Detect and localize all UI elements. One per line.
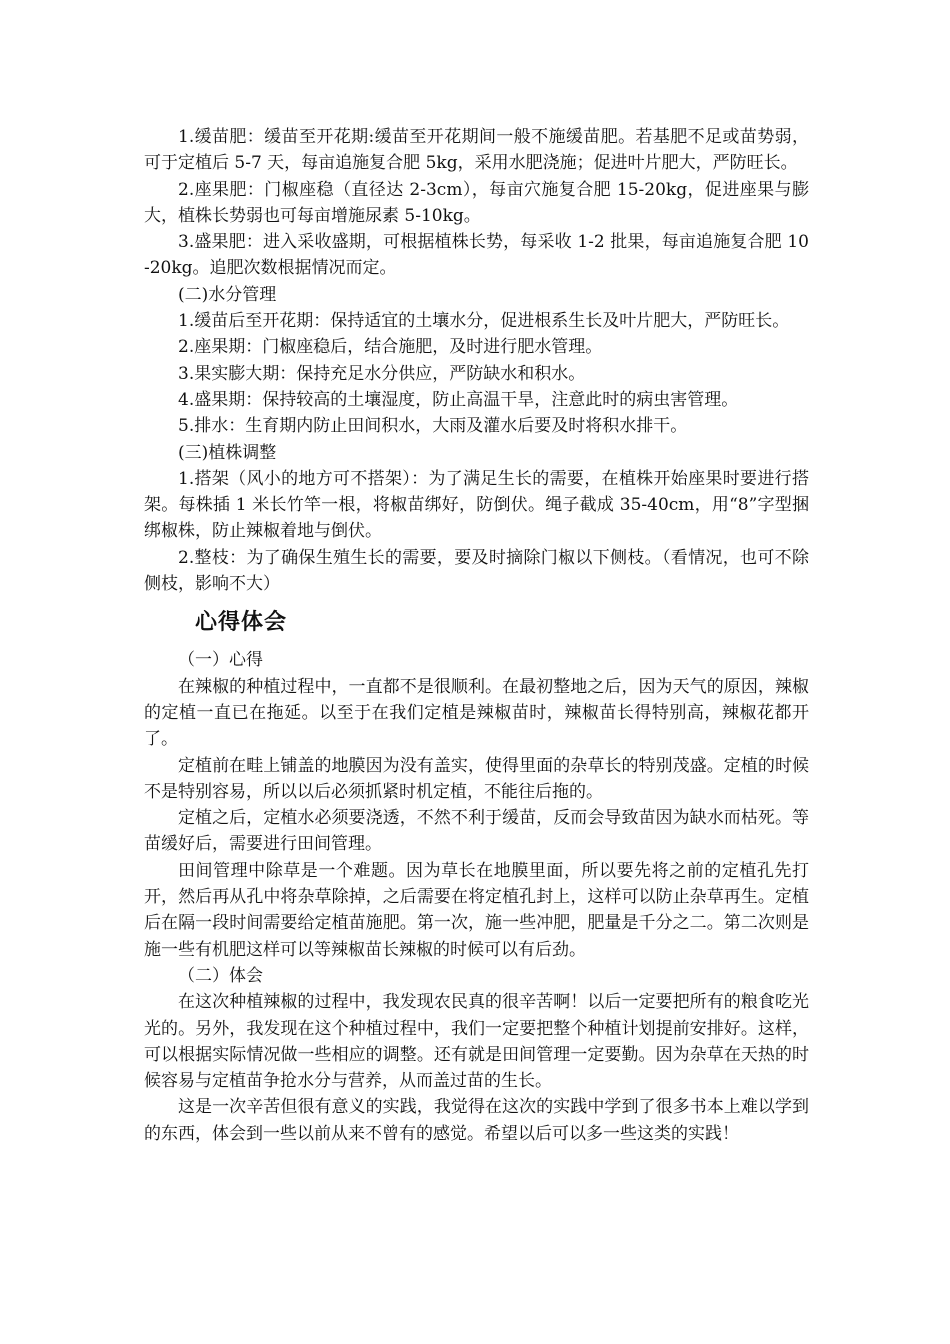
water-item-seedling: 1.缓苗后至开花期：保持适宜的土壤水分，促进根系生长及叶片肥大，严防旺长。 bbox=[178, 311, 790, 332]
reflection-part2-paragraph: 这是一次辛苦但很有意义的实践，我觉得在这次的实践中学到了很多书本上难以学到的东西，体会到一些以前从来不曾有的感觉。希望以后可以多一些这类的实践！ bbox=[144, 1097, 809, 1144]
reflection-part2-title: （二）体会 bbox=[178, 965, 263, 986]
plant-item-staking: 1.搭架（风小的地方可不搭架）：为了满足生长的需要，在植株开始座果时要进行搭架。每株插 1 米长竹竿一根，将椒苗绑好，防倒伏。绳子截成 35-40cm，用“8”字型捆绑椒株，防止辣椒着地与倒伏。 bbox=[144, 468, 809, 542]
fertilizer-item-peak-fruit: 3.盛果肥：进入采收盛期，可根据植株长势，每采收 1-2 批果，每亩追施复合肥 10-20kg。追肥次数根据情况而定。 bbox=[144, 232, 809, 279]
reflection-part2-paragraph: 在这次种植辣椒的过程中，我发现农民真的很辛苦啊！以后一定要把所有的粮食吃光光的。另外，我发现在这个种植过程中，我们一定要把整个种植计划提前安排好。这样，可以根据实际情况做一些相应的调整。还有就是田间管理一定要勤。因为杂草在天热的时候容易与定植苗争抢水分与营养，从而盖过苗的生长。 bbox=[144, 992, 809, 1092]
section-title-plant-adjustment: (三)植株调整 bbox=[178, 442, 277, 463]
water-item-peak-fruit: 4.盛果期：保持较高的土壤湿度，防止高温干旱，注意此时的病虫害管理。 bbox=[178, 389, 739, 410]
reflection-part1-title: （一）心得 bbox=[178, 650, 263, 671]
water-item-fruit-setting: 2.座果期：门椒座稳后，结合施肥，及时进行肥水管理。 bbox=[178, 337, 603, 358]
section-title-water-management: (二)水分管理 bbox=[178, 284, 277, 305]
water-item-drainage: 5.排水：生育期内防止田间积水，大雨及灌水后要及时将积水排干。 bbox=[178, 416, 688, 437]
reflection-heading: 心得体会 bbox=[195, 610, 288, 636]
fertilizer-item-fruit-setting: 2.座果肥：门椒座稳（直径达 2-3cm），每亩穴施复合肥 15-20kg，促进座果与膨大，植株长势弱也可每亩增施尿素 5-10kg。 bbox=[144, 179, 809, 226]
document-body bbox=[144, 124, 809, 1147]
fertilizer-item-seedling: 1.缓苗肥：缓苗至开花期:缓苗至开花期间一般不施缓苗肥。若基肥不足或苗势弱，可于定植后 5-7 天，每亩追施复合肥 5kg，采用水肥浇施；促进叶片肥大，严防旺长。 bbox=[144, 127, 809, 174]
reflection-part1-paragraph: 定植之后，定植水必须要浇透，不然不利于缓苗，反而会导致苗因为缺水而枯死。等苗缓好后，需要进行田间管理。 bbox=[144, 808, 809, 855]
reflection-part1-paragraph: 田间管理中除草是一个难题。因为草长在地膜里面，所以要先将之前的定植孔先打开，然后再从孔中将杂草除掉，之后需要在将定植孔封上，这样可以防止杂草再生。定植后在隔一段时间需要给定植苗施肥。第一次，施一些冲肥，肥量是千分之二。第二次则是施一些有机肥这样可以等辣椒苗长辣椒的时候可以有后劲。 bbox=[144, 860, 809, 960]
reflection-part1-paragraph: 定植前在畦上铺盖的地膜因为没有盖实，使得里面的杂草长的特别茂盛。定植的时候不是特别容易，所以以后必须抓紧时机定植，不能往后拖的。 bbox=[144, 755, 809, 802]
water-item-fruit-expansion: 3.果实膨大期：保持充足水分供应，严防缺水和积水。 bbox=[178, 363, 586, 384]
reflection-part1-paragraph: 在辣椒的种植过程中，一直都不是很顺利。在最初整地之后，因为天气的原因，辣椒的定植一直已在拖延。以至于在我们定植是辣椒苗时，辣椒苗长得特别高，辣椒花都开了。 bbox=[144, 676, 809, 750]
plant-item-pruning: 2.整枝：为了确保生殖生长的需要，要及时摘除门椒以下侧枝。（看情况，也可不除侧枝，影响不大） bbox=[144, 547, 809, 595]
